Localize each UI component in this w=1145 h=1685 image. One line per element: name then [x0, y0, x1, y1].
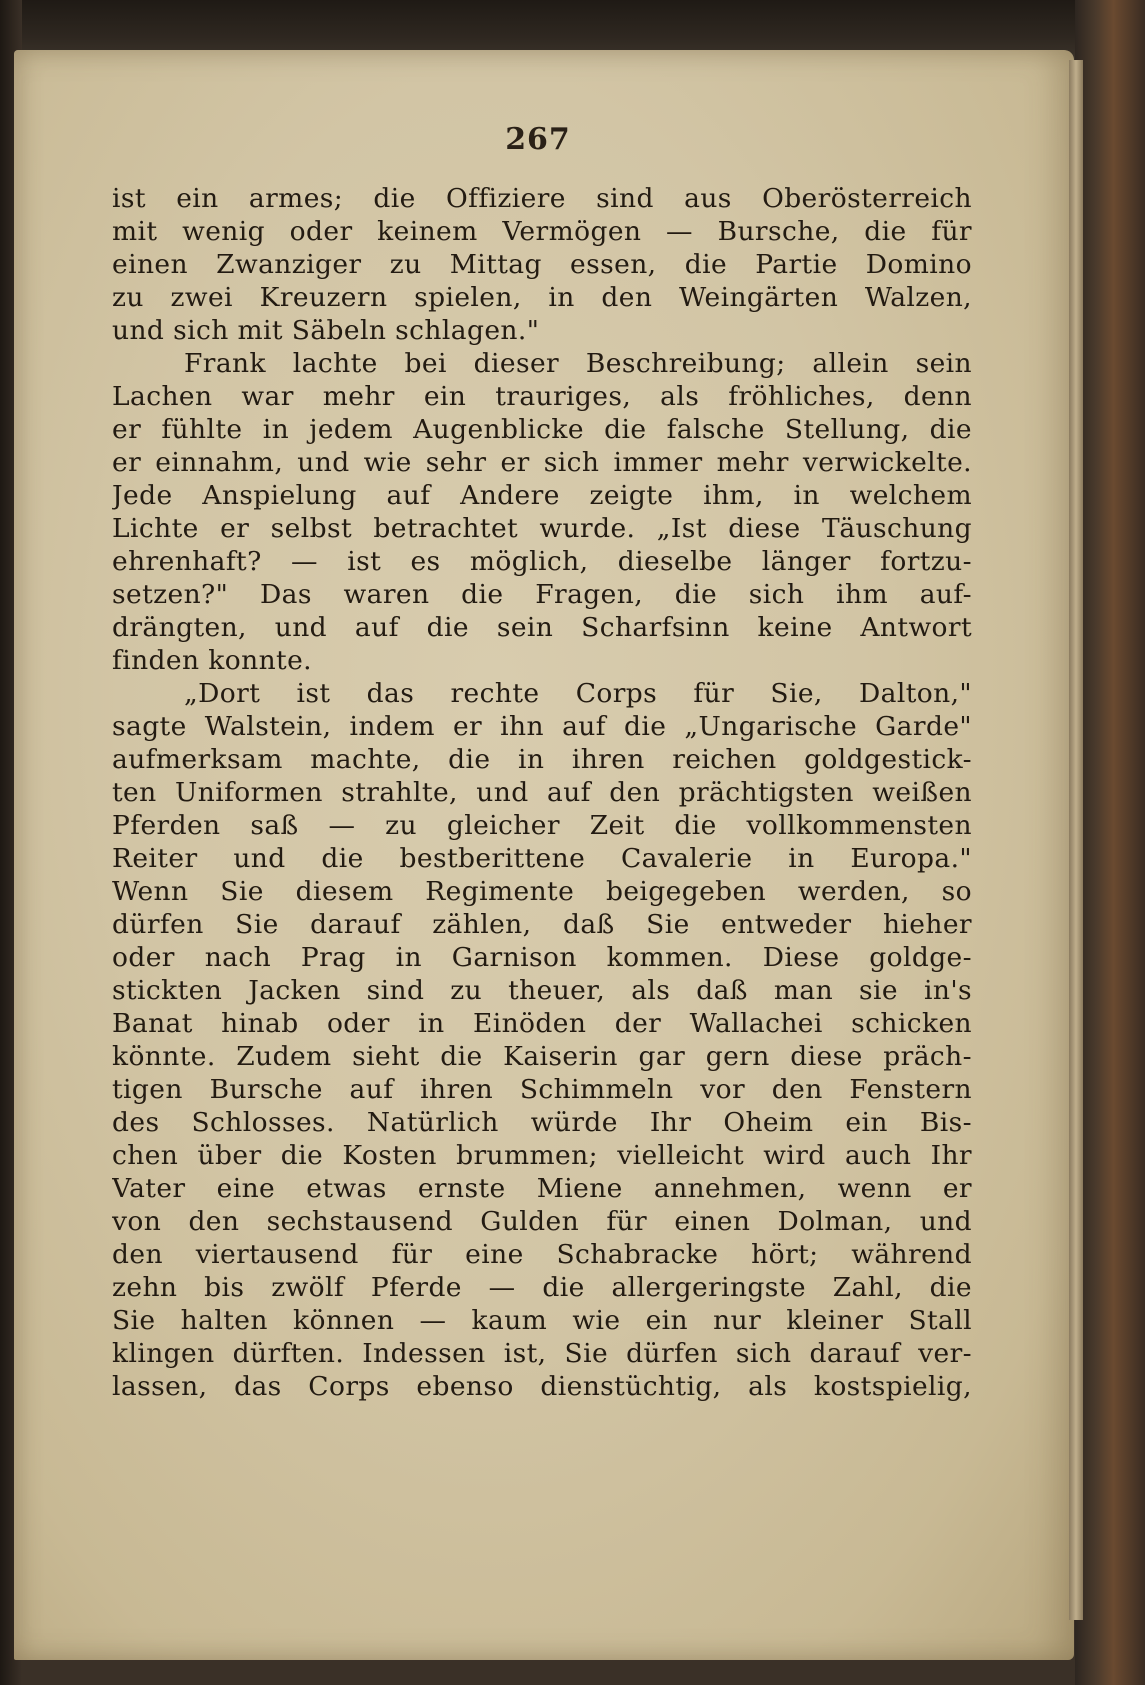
text-line: Banat hinab oder in Einöden der Wallachei schicken — [112, 1008, 972, 1039]
text-line: den viertausend für eine Schabracke hört; während — [112, 1239, 972, 1270]
text-line: drängten, und auf die sein Scharfsinn keine Antwort — [112, 612, 972, 643]
text-line: Pferden saß — zu gleicher Zeit die vollkommensten — [112, 810, 972, 841]
text-line: klingen dürften. Indessen ist, Sie dürfen sich darauf ver- — [112, 1338, 972, 1369]
text-line: zu zwei Kreuzern spielen, in den Weingärten Walzen, — [112, 282, 972, 313]
text-line: tigen Bursche auf ihren Schimmeln vor den Fenstern — [112, 1074, 972, 1105]
text-line: „Dort ist das rechte Corps für Sie, Dalton," — [184, 678, 972, 709]
text-line: oder nach Prag in Garnison kommen. Diese goldge- — [112, 942, 972, 973]
text-line: des Schlosses. Natürlich würde Ihr Oheim ein Bis- — [112, 1107, 972, 1138]
text-line: ist ein armes; die Offiziere sind aus Oberösterreich — [112, 183, 972, 214]
text-line: er einnahm, und wie sehr er sich immer mehr verwickelte. — [112, 447, 972, 478]
text-line: ten Uniformen strahlte, und auf den prächtigsten weißen — [112, 777, 972, 808]
text-line: zehn bis zwölf Pferde — die allergeringste Zahl, die — [112, 1272, 972, 1303]
text-line: von den sechstausend Gulden für einen Dolman, und — [112, 1206, 972, 1237]
book-page — [14, 50, 1074, 1660]
text-line: könnte. Zudem sieht die Kaiserin gar gern diese präch- — [112, 1041, 972, 1072]
text-line: Lichte er selbst betrachtet wurde. „Ist diese Täuschung — [112, 513, 972, 544]
text-line: lassen, das Corps ebenso dienstüchtig, als kostspielig, — [112, 1371, 972, 1402]
text-line: er fühlte in jedem Augenblicke die falsche Stellung, die — [112, 414, 972, 445]
text-line: sagte Walstein, indem er ihn auf die „Ungarische Garde" — [112, 711, 972, 742]
text-line: stickten Jacken sind zu theuer, als daß man sie in's — [112, 975, 972, 1006]
text-line: und sich mit Säbeln schlagen." — [112, 315, 540, 346]
page-text — [112, 182, 972, 1403]
book-cover-right — [1075, 0, 1145, 1685]
text-line: ehrenhaft? — ist es möglich, dieselbe länger fortzu- — [112, 546, 972, 577]
text-line: Frank lachte bei dieser Beschreibung; allein sein — [184, 348, 972, 379]
text-line: Jede Anspielung auf Andere zeigte ihm, in welchem — [112, 480, 972, 511]
text-line: Reiter und die bestberittene Cavalerie in Europa." — [112, 843, 972, 874]
text-line: chen über die Kosten brummen; vielleicht wird auch Ihr — [112, 1140, 972, 1171]
text-line: einen Zwanziger zu Mittag essen, die Partie Domino — [112, 249, 972, 280]
text-line: Wenn Sie diesem Regimente beigegeben werden, so — [112, 876, 972, 907]
text-line: Sie halten können — kaum wie ein nur kleiner Stall — [112, 1305, 972, 1336]
text-line: aufmerksam machte, die in ihren reichen goldgestick- — [112, 744, 972, 775]
text-line: dürfen Sie darauf zählen, daß Sie entweder hieher — [112, 909, 972, 940]
text-line: finden konnte. — [112, 645, 312, 676]
text-line: setzen?" Das waren die Fragen, die sich ihm auf- — [112, 579, 972, 610]
page-edge — [1069, 60, 1083, 1620]
text-line: Lachen war mehr ein trauriges, als fröhliches, denn — [112, 381, 972, 412]
page-number: 267 — [505, 122, 571, 157]
text-line: Vater eine etwas ernste Miene annehmen, wenn er — [112, 1173, 972, 1204]
text-line: mit wenig oder keinem Vermögen — Bursche, die für — [112, 216, 972, 247]
